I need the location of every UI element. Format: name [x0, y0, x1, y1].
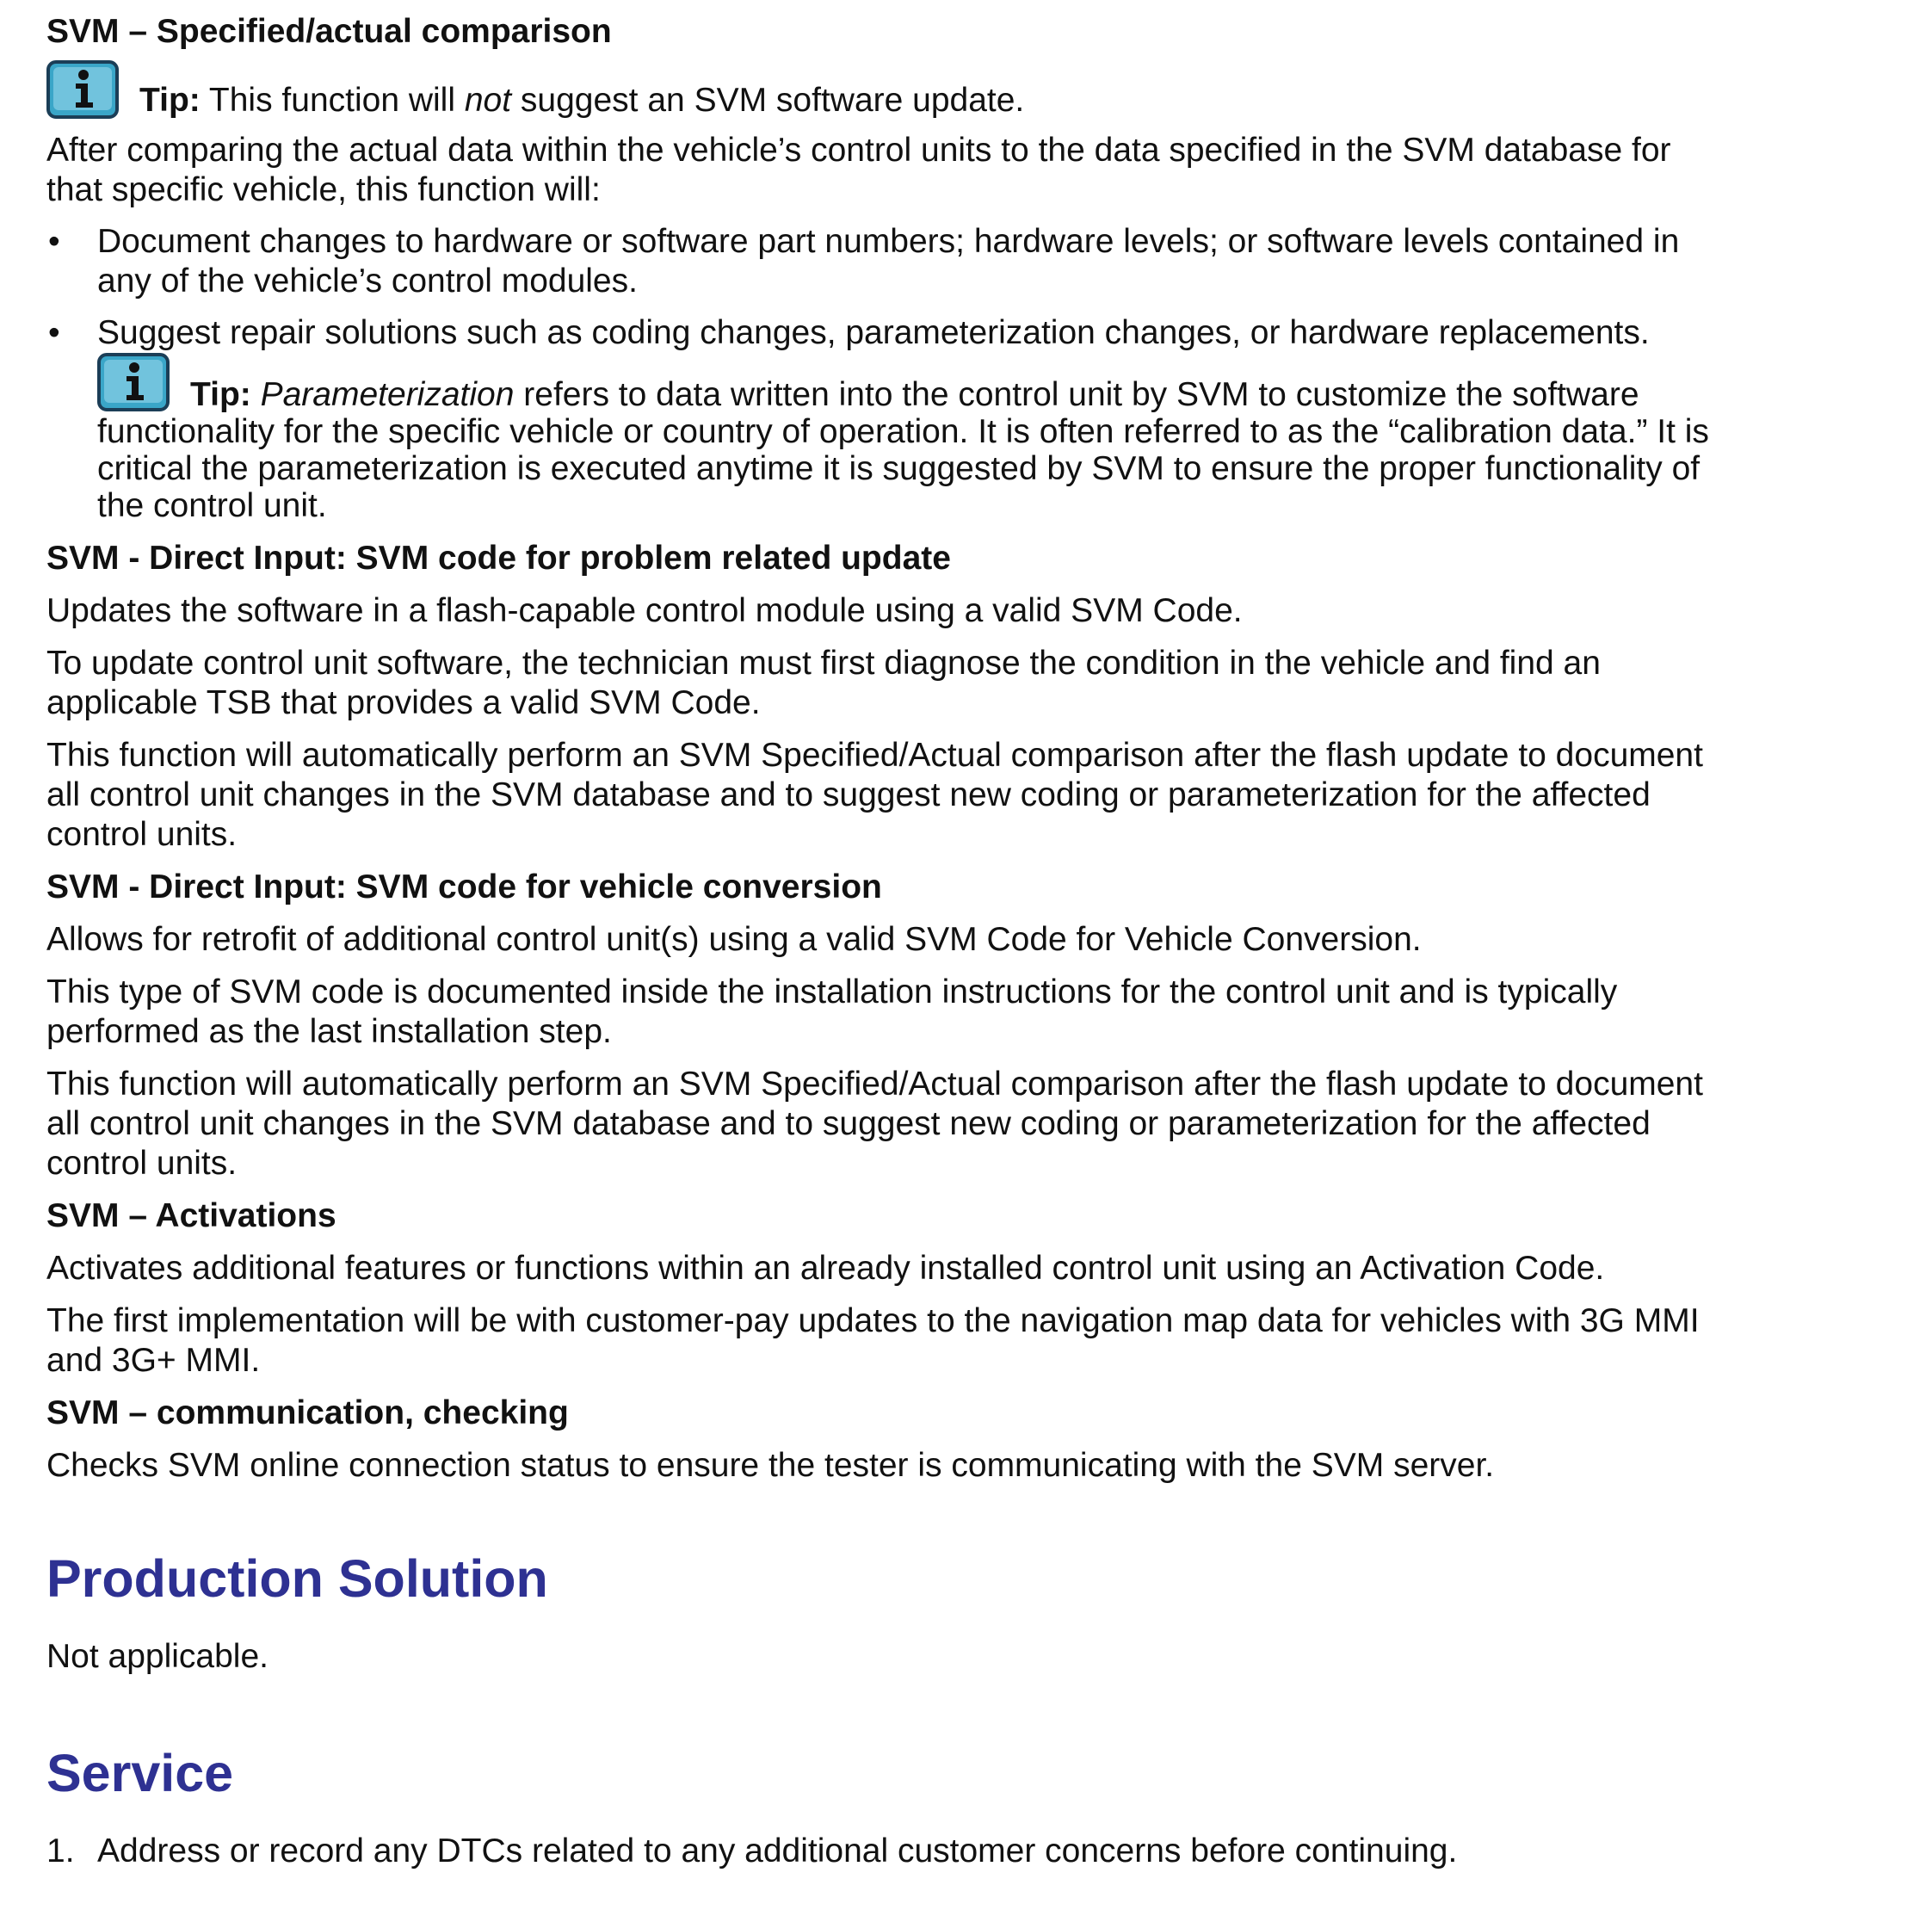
paragraph: Updates the software in a flash-capable control module using a valid SVM Code.	[46, 592, 1243, 629]
bullet-list	[46, 222, 1932, 353]
tip-text-line: critical the parameterization is executed anytime it is suggested by SVM to ensure the proper functionality of	[97, 450, 1701, 487]
service-steps-list	[46, 1832, 1932, 1871]
section-heading-production-solution: Production Solution	[46, 1549, 548, 1608]
paragraph: Checks SVM online connection status to ensure the tester is communicating with the SVM server.	[46, 1447, 1495, 1484]
info-icon	[97, 353, 170, 413]
section-heading-direct-problem: SVM - Direct Input: SVM code for problem related update	[46, 540, 951, 577]
tip-callout	[46, 60, 1932, 121]
paragraph: This function will automatically perform an SVM Specified/Actual comparison after the flash update to document all control unit changes in the SVM database and to suggest new coding or parameterization for the affected control units.	[46, 737, 1703, 853]
paragraph: Allows for retrofit of additional control unit(s) using a valid SVM Code for Vehicle Conversion.	[46, 921, 1422, 958]
paragraph: This function will automatically perform an SVM Specified/Actual comparison after the flash update to document all control unit changes in the SVM database and to suggest new coding or parameterization for the affected control units.	[46, 1066, 1703, 1182]
section-heading-direct-conversion: SVM - Direct Input: SVM code for vehicle conversion	[46, 868, 882, 905]
tip-callout-parameterization: Tip: Parameterization refers to data written into the control unit by SVM to customize the software functionality for the specific vehicle or country of operation. It is often referred to as the “calibration data.” It is critical the parameterization is executed anytime it is suggested by SVM to ensure the proper functionality of the control unit.	[46, 353, 1932, 524]
list-item: • Suggest repair solutions such as coding changes, parameterization changes, or hardware replacements.	[48, 314, 1650, 351]
list-item: • Document changes to hardware or software part numbers; hardware levels; or software levels contained in any of the vehicle’s control modules.	[48, 223, 1680, 300]
tip-text: Tip: This function will not suggest an SVM software update.	[139, 82, 1025, 119]
section-heading-service: Service	[46, 1744, 234, 1802]
section-heading-specified-actual: SVM – Specified/actual comparison	[46, 13, 612, 50]
section-heading-communication: SVM – communication, checking	[46, 1394, 569, 1431]
paragraph: Activates additional features or functions within an already installed control unit using an Activation Code.	[46, 1250, 1605, 1287]
tip-text-line: the control unit.	[97, 487, 327, 524]
paragraph: The first implementation will be with customer-pay updates to the navigation map data for vehicles with 3G MMI and 3G+ MMI.	[46, 1302, 1700, 1379]
list-item: 1. Address or record any DTCs related to any additional customer concerns before continuing.	[46, 1832, 1458, 1869]
paragraph: To update control unit software, the technician must first diagnose the condition in the vehicle and find an applicable TSB that provides a valid SVM Code.	[46, 645, 1601, 721]
info-icon	[46, 60, 119, 121]
paragraph: This type of SVM code is documented inside the installation instructions for the control unit and is typically performed as the last installation step.	[46, 973, 1618, 1050]
section-heading-activations: SVM – Activations	[46, 1197, 336, 1234]
paragraph: Not applicable.	[46, 1638, 269, 1675]
tip-text-line: functionality for the specific vehicle or country of operation. It is often referred to as the “calibration data.” It is	[97, 413, 1709, 450]
intro-paragraph: After comparing the actual data within the vehicle’s control units to the data specified in the SVM database for that specific vehicle, this function will:	[46, 132, 1671, 208]
